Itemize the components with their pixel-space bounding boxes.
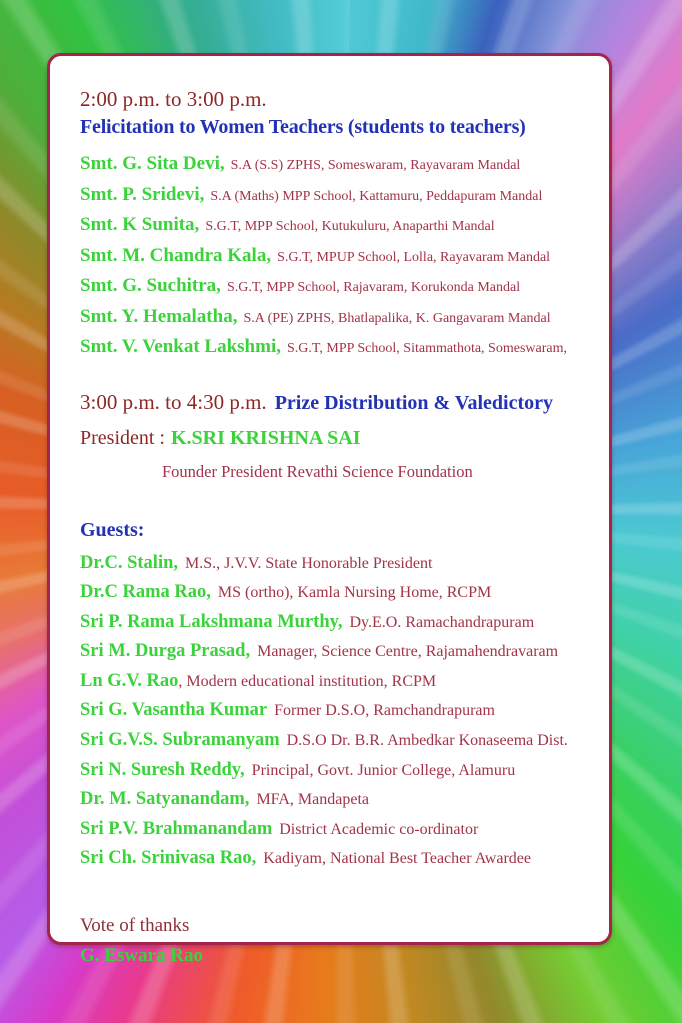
session2-header [80,391,581,416]
honoree-details: S.A (PE) ZPHS, Bhatlapalika, K. Gangavaram Mandal [243,310,551,326]
guest-row [80,637,581,667]
guest-name: Sri N. Suresh Reddy, [80,759,245,780]
guest-row [80,578,581,608]
president-title: Founder President Revathi Science Foundation [162,461,473,481]
guest-name: Dr.C. Stalin, [80,552,179,573]
guest-name: Ln G.V. Rao [80,670,179,691]
president-label: President : [80,426,165,449]
honoree-details: S.G.T, MPUP School, Lolla, Rayavaram Mandal [277,249,551,265]
guest-name: Sri Ch. Srinivasa Rao, [80,848,257,869]
honoree-row [80,272,581,303]
guest-details: Former D.S.O, Ramchandrapuram [274,702,495,720]
guest-name: Dr.C Rama Rao, [80,582,211,603]
honoree-details: S.G.T, MPP School, Sitammathota, Someswaram, [286,341,567,356]
honoree-details: S.A (Maths) MPP School, Kattamuru, Peddapuram Mandal [210,188,543,204]
guest-name: Sri P.V. Brahmanandam [80,818,273,839]
session2-title: Prize Distribution & Valedictory [274,391,553,414]
guest-details: MFA, Mandapeta [256,791,370,809]
guests-list [80,549,581,875]
guest-details: Kadiyam, National Best Teacher Awardee [263,850,531,868]
guest-row [80,608,581,638]
guest-row [80,726,581,756]
guest-details: , Modern educational institution, RCPM [178,672,437,690]
guest-row [80,549,581,579]
honoree-name: Smt. G. Sita Devi, [80,153,225,174]
guest-details: Manager, Science Centre, Rajamahendravaram [257,643,559,661]
guest-row [80,785,581,815]
president-name: K.SRI KRISHNA SAI [171,426,361,449]
honorees-list [80,150,581,364]
guest-name: Sri P. Rama Lakshmana Murthy, [80,611,343,632]
vote-of-thanks-name: G. Eswara Rao [80,945,203,967]
guest-row [80,844,581,874]
president-line [80,427,581,451]
honoree-name: Smt. V. Venkat Lakshmi, [80,336,281,357]
honoree-name: Smt. Y. Hemalatha, [80,305,238,327]
program-card [47,53,612,967]
honoree-name: Smt. M. Chandra Kala, [80,244,272,266]
honoree-row [80,211,581,242]
guest-name: Sri G. Vasantha Kumar [80,700,268,721]
honoree-name: Smt. P. Sridevi, [80,183,205,205]
honoree-details: S.G.T, MPP School, Kutukuluru, Anaparthi Mandal [205,219,495,234]
honoree-details: S.G.T, MPP School, Rajavaram, Korukonda Mandal [226,280,521,295]
honoree-name: Smt. K Sunita, [80,214,200,235]
guest-row [80,815,581,845]
guest-details: D.S.O Dr. B.R. Ambedkar Konaseema Dist. [286,732,568,750]
honoree-row [80,150,581,181]
guest-details: District Academic co-ordinator [279,820,479,838]
honoree-row [80,181,581,212]
guest-row [80,696,581,726]
guest-details: M.S., J.V.V. State Honorable President [185,554,433,572]
guest-row [80,667,581,697]
honoree-row [80,333,581,364]
honoree-details: S.A (S.S) ZPHS, Someswaram, Rayavaram Mandal [230,158,521,173]
guest-details: Dy.E.O. Ramachandrapuram [349,613,535,631]
guests-heading: Guests: [80,518,145,541]
honoree-row [80,303,581,334]
session2-time: 3:00 p.m. to 4:30 p.m. [80,389,267,414]
honoree-row [80,242,581,273]
guest-name: Sri G.V.S. Subramanyam [80,730,280,751]
guest-details: MS (ortho), Kamla Nursing Home, RCPM [217,584,492,602]
guest-name: Sri M. Durga Prasad, [80,641,251,662]
vote-of-thanks-label: Vote of thanks [80,915,190,937]
session1-title: Felicitation to Women Teachers (students to teachers) [80,116,526,138]
guest-name: Dr. M. Satyanandam, [80,789,250,810]
guest-row [80,756,581,786]
honoree-name: Smt. G. Suchitra, [80,275,221,296]
guest-details: Principal, Govt. Junior College, Alamuru [251,761,516,779]
session1-time: 2:00 p.m. to 3:00 p.m. [80,87,267,111]
